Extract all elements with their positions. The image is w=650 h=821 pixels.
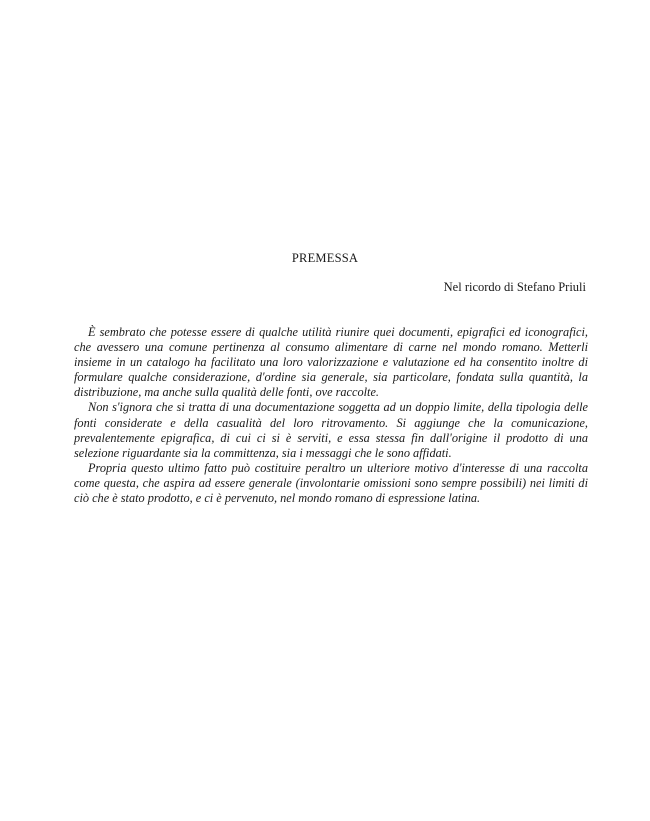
page-title: PREMESSA <box>291 251 359 265</box>
dedication: Nel ricordo di Stefano Priuli <box>443 280 586 294</box>
paragraph-3: Propria questo ultimo fatto può costituire peraltro un ulteriore motivo d'interesse di una raccolta come questa, che aspira ad essere generale (involontarie omissioni sono sempre possibili) nei limiti di ciò che è stato prodotto, e ci è pervenuto, nel mondo romano di espressione latina. <box>74 460 588 506</box>
body-text <box>74 325 588 506</box>
paragraph-1: È sembrato che potesse essere di qualche utilità riunire quei documenti, epigrafici ed iconografici, che avessero una comune pertinenza al consumo alimentare di carne nel mondo romano. Metterli insieme in un catalogo ha facilitato una loro valorizzazione e valutazione ed ha consentito inoltre di formulare qualche considerazione, d'ordine sia generale, sia particolare, fondata sulla quantità, la distribuzione, ma anche sulla qualità delle fonti, ove raccolte. <box>74 325 588 400</box>
paragraph-2: Non s'ignora che si tratta di una documentazione soggetta ad un doppio limite, della tipologia delle fonti considerate e della casualità del loro ritrovamento. Si aggiunge che la comunicazione, prevalentemente epigrafica, di cui ci si è serviti, e essa stessa fin dall'origine il prodotto di una selezione riguardante sia la committenza, sia i messaggi che le sono affidati. <box>74 400 588 460</box>
